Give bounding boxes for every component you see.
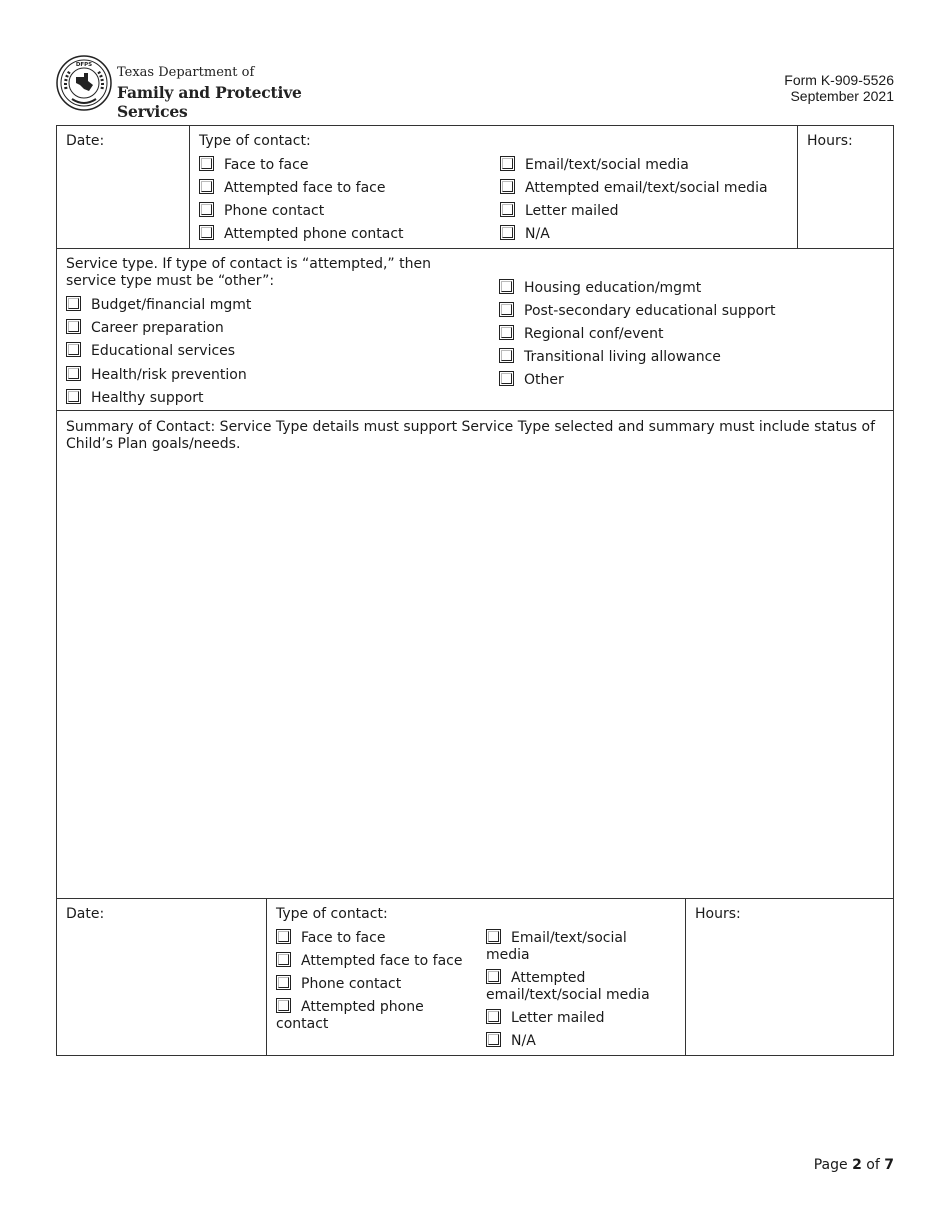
checkbox-label: Face to face: [301, 930, 386, 946]
hours-cell-2[interactable]: [685, 899, 893, 1055]
page-number: [814, 1157, 894, 1173]
checkbox-icon[interactable]: [486, 1032, 501, 1047]
contact-type-cell: [189, 126, 797, 248]
checkbox-phone-contact-2[interactable]: [276, 975, 401, 992]
page-total: 7: [884, 1157, 894, 1173]
checkbox-icon[interactable]: [499, 348, 514, 363]
checkbox-attempted-email-text-social-2[interactable]: [486, 969, 666, 1004]
checkbox-icon[interactable]: [199, 202, 214, 217]
checkbox-label: Health/risk prevention: [91, 367, 247, 383]
contact-type-label-2: Type of contact:: [276, 906, 388, 922]
checkbox-icon[interactable]: [499, 325, 514, 340]
contact-type-label: Type of contact:: [199, 133, 311, 149]
checkbox-icon[interactable]: [66, 342, 81, 357]
hours-label: Hours:: [807, 133, 853, 149]
checkbox-label: Email/text/social media: [486, 930, 627, 963]
checkbox-email-text-social[interactable]: [500, 156, 689, 173]
checkbox-icon[interactable]: [499, 279, 514, 294]
checkbox-label: Attempted phone contact: [224, 226, 404, 242]
checkbox-icon[interactable]: [199, 225, 214, 240]
checkbox-letter-mailed-2[interactable]: [486, 1009, 604, 1026]
checkbox-regional-conf-event[interactable]: [499, 325, 664, 342]
checkbox-label: Phone contact: [301, 976, 402, 992]
checkbox-label: Regional conf/event: [524, 326, 664, 342]
checkbox-icon[interactable]: [499, 371, 514, 386]
checkbox-budget-financial[interactable]: [66, 296, 251, 313]
date-cell-2[interactable]: [57, 899, 266, 1055]
hours-label-2: Hours:: [695, 906, 741, 922]
service-type-section: [56, 248, 894, 411]
checkbox-icon[interactable]: [199, 156, 214, 171]
checkbox-attempted-phone-contact[interactable]: [199, 225, 404, 242]
dfps-seal-icon: [56, 55, 112, 111]
page-word: Page: [813, 1157, 848, 1173]
svg-text:DFPS: DFPS: [75, 62, 93, 68]
checkbox-na[interactable]: [500, 225, 550, 242]
checkbox-label: Post-secondary educational support: [524, 303, 776, 319]
checkbox-label: Letter mailed: [525, 203, 619, 219]
checkbox-phone-contact[interactable]: [199, 202, 324, 219]
checkbox-icon[interactable]: [199, 179, 214, 194]
checkbox-icon[interactable]: [500, 179, 515, 194]
service-type-heading: Service type. If type of contact is “attempted,” then service type must be “other”:: [66, 256, 431, 289]
checkbox-icon[interactable]: [276, 998, 291, 1013]
checkbox-icon[interactable]: [486, 969, 501, 984]
checkbox-career-preparation[interactable]: [66, 319, 224, 336]
checkbox-label: Attempted face to face: [224, 180, 386, 196]
checkbox-label: Letter mailed: [511, 1010, 605, 1026]
checkbox-label: N/A: [525, 226, 550, 242]
date-cell[interactable]: [57, 126, 189, 248]
checkbox-label: Attempted face to face: [301, 953, 463, 969]
checkbox-icon[interactable]: [276, 929, 291, 944]
hours-cell[interactable]: [797, 126, 893, 248]
checkbox-icon[interactable]: [500, 156, 515, 171]
agency-name-line2: Family and Protective Services: [117, 83, 302, 121]
contact-section-1: [56, 125, 894, 249]
checkbox-icon[interactable]: [500, 202, 515, 217]
checkbox-label: Budget/financial mgmt: [91, 297, 252, 313]
contact-section-2: [56, 898, 894, 1056]
date-label-2: Date:: [66, 906, 105, 922]
checkbox-label: N/A: [511, 1033, 536, 1049]
checkbox-label: Healthy support: [91, 390, 204, 406]
checkbox-icon[interactable]: [66, 389, 81, 404]
checkbox-icon[interactable]: [486, 1009, 501, 1024]
checkbox-icon[interactable]: [486, 929, 501, 944]
checkbox-label: Phone contact: [224, 203, 325, 219]
checkbox-healthy-support[interactable]: [66, 389, 203, 406]
checkbox-icon[interactable]: [500, 225, 515, 240]
checkbox-label: Transitional living allowance: [524, 349, 721, 365]
checkbox-label: Other: [524, 372, 564, 388]
form-date: September 2021: [790, 88, 894, 104]
agency-name-line1: Texas Department of: [117, 65, 255, 80]
checkbox-educational-services[interactable]: [66, 342, 235, 359]
checkbox-attempted-face-to-face[interactable]: [199, 179, 385, 196]
checkbox-label: Email/text/social media: [525, 157, 689, 173]
checkbox-label: Educational services: [91, 343, 236, 359]
summary-section[interactable]: [56, 410, 894, 899]
date-label: Date:: [66, 133, 105, 149]
checkbox-na-2[interactable]: [486, 1032, 536, 1049]
checkbox-label: Attempted email/text/social media: [525, 180, 768, 196]
checkbox-icon[interactable]: [66, 296, 81, 311]
checkbox-label: Attempted email/text/social media: [486, 970, 650, 1003]
page-current: 2: [852, 1157, 862, 1173]
checkbox-icon[interactable]: [66, 319, 81, 334]
checkbox-icon[interactable]: [276, 975, 291, 990]
checkbox-face-to-face-2[interactable]: [276, 929, 385, 946]
checkbox-icon[interactable]: [66, 366, 81, 381]
page-of: of: [866, 1157, 880, 1173]
checkbox-housing-education[interactable]: [499, 279, 701, 296]
checkbox-label: Face to face: [224, 157, 309, 173]
checkbox-face-to-face[interactable]: [199, 156, 308, 173]
checkbox-icon[interactable]: [276, 952, 291, 967]
contact-type-cell-2: [266, 899, 685, 1055]
summary-label: Summary of Contact: Service Type details must support Service Type selected and summary must include status of Child’s Plan goals/needs.: [66, 419, 876, 452]
form-number: Form K-909-5526: [784, 72, 894, 88]
checkbox-attempted-email-text-social[interactable]: [500, 179, 768, 196]
checkbox-attempted-phone-contact-2[interactable]: [276, 998, 451, 1033]
checkbox-label: Career preparation: [91, 320, 224, 336]
checkbox-transitional-living[interactable]: [499, 348, 721, 365]
checkbox-health-risk-prevention[interactable]: [66, 366, 247, 383]
form-identifier: [784, 72, 894, 104]
checkbox-post-secondary-support[interactable]: [499, 302, 775, 319]
checkbox-icon[interactable]: [499, 302, 514, 317]
checkbox-email-text-social-2[interactable]: [486, 929, 666, 964]
checkbox-label: Housing education/mgmt: [524, 280, 702, 296]
checkbox-other[interactable]: [499, 371, 564, 388]
checkbox-letter-mailed[interactable]: [500, 202, 618, 219]
agency-logo: [56, 55, 356, 121]
checkbox-attempted-face-to-face-2[interactable]: [276, 952, 462, 969]
checkbox-label: Attempted phone contact: [276, 999, 424, 1032]
